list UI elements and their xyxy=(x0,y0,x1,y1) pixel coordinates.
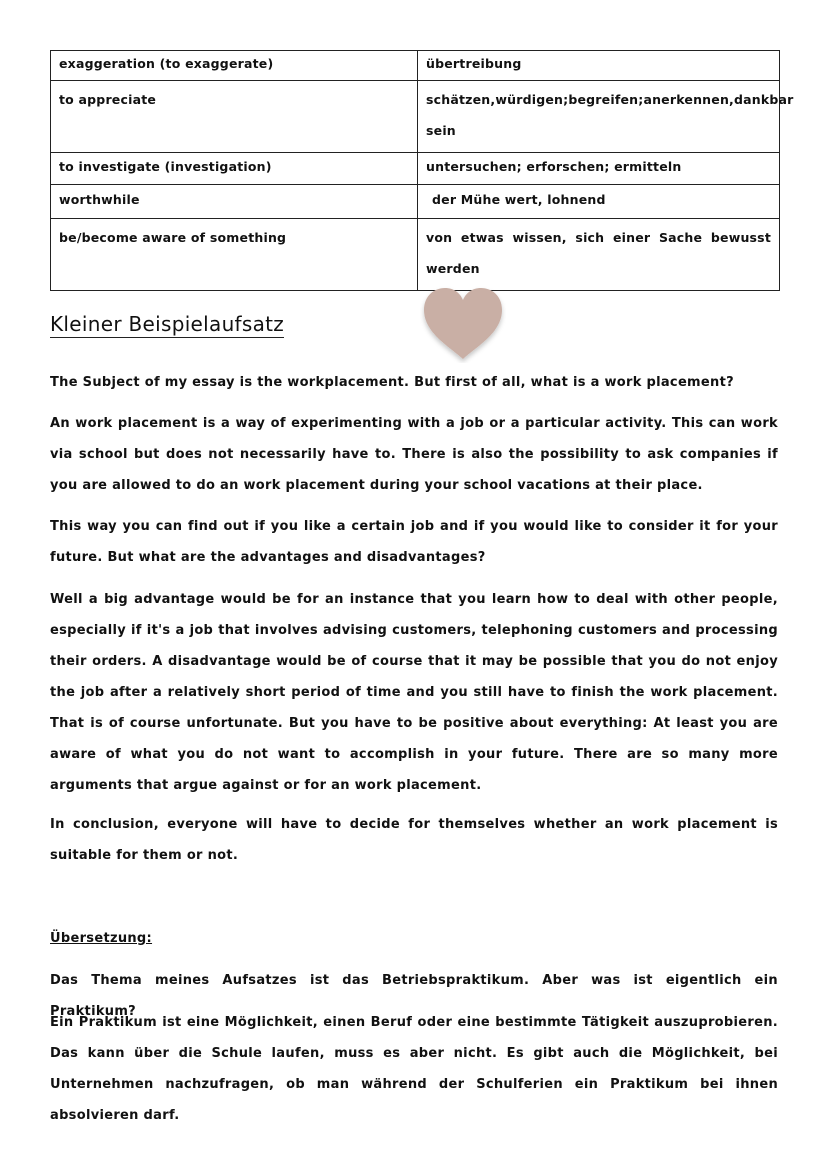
german-translation: der Mühe wert, lohnend xyxy=(418,185,780,219)
english-term: worthwhile xyxy=(51,185,418,219)
table-row xyxy=(51,51,780,81)
german-translation: übertreibung xyxy=(418,51,780,81)
english-term: to investigate (investigation) xyxy=(51,153,418,185)
translation-paragraph: Das Thema meines Aufsatzes ist das Betriebspraktikum. Aber was ist eigentlich ein Praktikum? xyxy=(50,973,778,1019)
translation-paragraph: Ein Praktikum ist eine Möglichkeit, einen Beruf oder eine bestimmte Tätigkeit auszuprobieren. Das kann über die Schule laufen, muss es aber nicht. Es gibt auch die Möglichkeit, bei Unternehmen nachzufragen, ob man während der Schulferien ein Praktikum bei ihnen absolvieren darf. xyxy=(50,1015,778,1123)
german-translation: untersuchen; erforschen; ermitteln xyxy=(418,153,780,185)
essay-heading: Kleiner Beispielaufsatz xyxy=(50,312,285,336)
translation-heading: Übersetzung: xyxy=(50,931,153,946)
english-term: to appreciate xyxy=(51,81,418,153)
essay-paragraph: In conclusion, everyone will have to decide for themselves whether an work placement is suitable for them or not. xyxy=(50,817,778,863)
essay-paragraph: The Subject of my essay is the workplacement. But first of all, what is a work placement? xyxy=(50,375,734,390)
table-row xyxy=(51,185,780,219)
table-row xyxy=(51,219,780,291)
essay-paragraph: An work placement is a way of experimenting with a job or a particular activity. This can work via school but does not necessarily have to. There is also the possibility to ask companies if you are allowed to do an work placement during your school vacations at their place. xyxy=(50,416,778,493)
german-translation: schätzen,würdigen;begreifen;anerkennen,dankbar sein xyxy=(418,81,780,153)
table-row xyxy=(51,153,780,185)
essay-paragraph: This way you can find out if you like a certain job and if you would like to consider it for your future. But what are the advantages and disadvantages? xyxy=(50,519,778,565)
vocabulary-table xyxy=(50,50,794,291)
english-term: be/become aware of something xyxy=(51,219,418,291)
heart-icon xyxy=(420,285,506,363)
table-row xyxy=(51,81,780,153)
english-term: exaggeration (to exaggerate) xyxy=(51,51,418,81)
german-translation: von etwas wissen, sich einer Sache bewusst werden xyxy=(418,219,780,291)
essay-paragraph: Well a big advantage would be for an instance that you learn how to deal with other people, especially if it's a job that involves advising customers, telephoning customers and processing their orders. A disadvantage would be of course that it may be possible that you do not enjoy the job after a relatively short period of time and you still have to finish the work placement. That is of course unfortunate. But you have to be positive about everything: At least you are aware of what you do not want to accomplish in your future. There are so many more arguments that argue against or for an work placement. xyxy=(50,592,778,793)
